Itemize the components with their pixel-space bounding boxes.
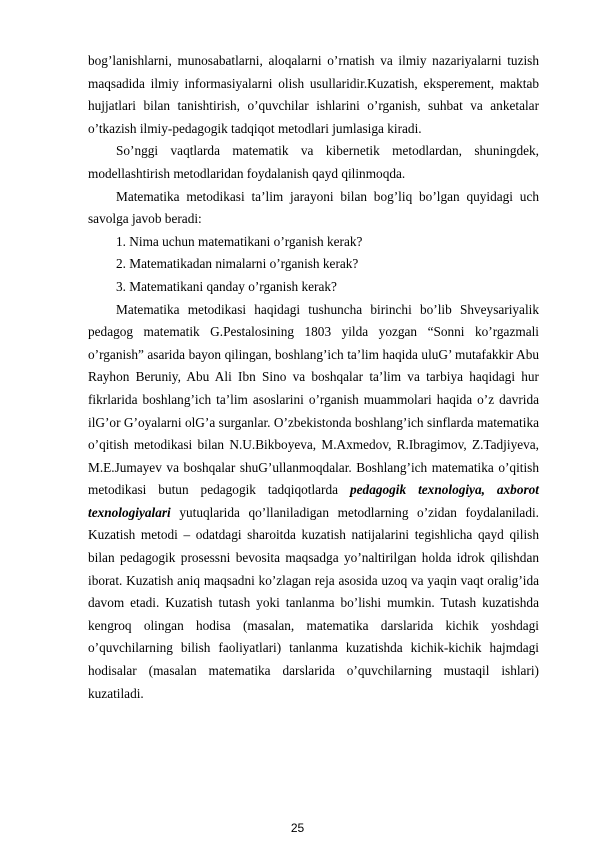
emphasized-term: pedagogik texnologiya, axborot texnologiyalari [88,482,539,520]
paragraph-modern-methods: So’nggi vaqtlarda matematik va kibernetik metodlardan, shuningdek, modellashtirish metodlaridan foydalanish qayd qilinmoqda. [88,143,539,181]
question-what: 2. Matematikadan nimalarni o’rganish kerak? [116,256,359,272]
paragraph-history-text-start: Matematika metodikasi haqidagi tushuncha birinchi bo’lib Shveysariyalik pedagog matematik G.Pestalosining 1803 yilda yozgan “Sonni ko’rgazmali o’rganish” asarida bayon qilingan, boshlang’ich ta’lim haqida uluG’ mutafakkir Abu Rayhon Beruniy, Abu Ali Ibn Sino va boshqalar ta’lim va tarbiya haqidagi hur fikrlarida boshlang’ich ta’lim asoslarini o’rganish muammolari haqida o’z davrida ilG’or G’oyalarni olG’a surganlar. O’zbekistonda boshlang’ich sinflarda matematika o’qitish metodikasi bilan N.U.Bikboyeva, M.Axmedov, R.Ibragimov, Z.Tadjiyeva, M.E.Jumayev va boshqalar shuG’ullanmoqdalar. Boshlang’ich matematika o’qitish metodikasi butun pedagogik tadqiqotlarda [88,301,539,498]
paragraph-history-of-methodology [88,299,539,706]
paragraph-history-text-end: yutuqlarida qo’llaniladigan metodlarning o’zidan foydalaniladi. Kuzatish metodi – odatdagi sharoitda kuzatish natijalarini tegishlicha qayd qilish bilan pedagogik prosessni bevosita maqsadga yo’naltirilgan holda idrok qilishdan iborat. Kuzatish aniq maqsadni ko’zlagan reja asosida uzoq va yaqin vaqt oralig’ida davom etadi. Kuzatish tutash yoki tanlanma bo’lishi mumkin. Tutash kuzatishda kengroq olingan hodisa (masalan, matematika darslarida kichik yoshdagi o’quvchilarning bilish faoliyatlari) tanlanma kuzatishda kichik-kichik hajmdagi hodisalar (masalan matematika darslarida o’quvchilarning mustaqil ishlari) kuzatiladi. [88,504,539,701]
document-body [88,50,539,705]
question-why: 1. Nima uchun matematikani o’rganish kerak? [116,233,363,249]
page-number: 25 [290,821,305,835]
paragraph-research-methods: bog’lanishlarni, munosabatlarni, aloqalarni o’rnatish va ilmiy nazariyalarni tuzish maqsadida ilmiy informasiyalarni olish usullaridir.Kuzatish, eksperement, maktab hujjatlari bilan tanishtirish, o’quvchilar ishlarini o’rganish, suhbat va anketalar o’tkazish ilmiy-pedagogik tadqiqot metodlari jumlasiga kiradi. [88,53,539,136]
paragraph-three-questions-intro: Matematika metodikasi ta’lim jarayoni bilan bog’liq bo’lgan quyidagi uch savolga javob beradi: [88,188,539,227]
question-how: 3. Matematikani qanday o’rganish kerak? [116,278,337,294]
